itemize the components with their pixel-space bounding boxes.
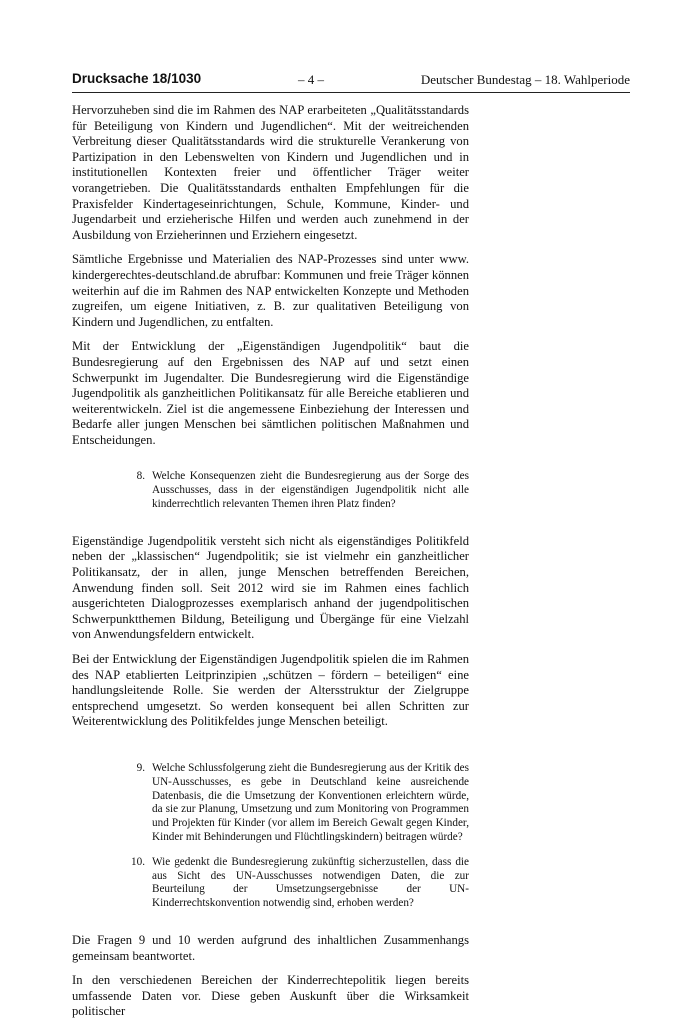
institution-name: Deutscher Bundestag – 18. Wahlperiode (420, 72, 630, 87)
paragraph-nap-ergebnisse: Sämtliche Ergebnisse und Materialien des NAP-Prozesses sind unter www. kindergerechtes-deutschland.de abrufbar: Kommunen und freie Träger können weiterhin auf die im Rahmen des NAP entwickelten Konzepte und Methoden zugreifen, um eigene Initiativen, z. B. zur qualitativen Beteiligung von Kindern und Jugendlichen, zu entfalten. (72, 252, 469, 329)
paragraph-kinderrechtepolitik-daten: In den verschiedenen Bereichen der Kinderrechtepolitik liegen bereits umfassende Daten vor. Diese geben Auskunft über die Wirksamkeit politischer (72, 973, 469, 1019)
paragraph-eigenstaendige-jugendpolitik: Mit der Entwicklung der „Eigenständigen Jugendpolitik“ baut die Bundesregierung auf den Ergebnissen des NAP auf und setzt einen Schwerpunkt im Jugendalter. Die Bundesregierung wird die Eigenständige Jugendpolitik als ganzheitlichen Politikansatz für alle Bereiche etablieren und weiterentwickeln. Ziel ist die angemessene Einbeziehung der Interessen und Bedarfe aller jungen Menschen bei sämtlichen politischen Maßnahmen und Entscheidungen. (72, 339, 469, 447)
paragraph-qualitaetsstandards: Hervorzuheben sind die im Rahmen des NAP erarbeiteten „Qualitätsstandards für Beteiligung von Kindern und Jugendlichen“. Mit der weitreichenden Verbreitung dieser Qualitätsstandards wird die strukturelle Verankerung von Partizipation in den Lebenswelten von Kindern und Jugendlichen und in institutionellen Kontexten freier und öffentlicher Träger weiter vorangetrieben. Die Qualitätsstandards enthalten Empfehlungen für die Praxisfelder Kindertageseinrichtungen, Schule, Kommune, Kinder- und Jugendarbeit und erzieherische Hilfen und werden auch zunehmend in der Ausbildung von Erzieherinnen und Erziehern eingesetzt. (72, 103, 469, 242)
question-8 (120, 470, 469, 511)
paragraph-fragen-9-10: Die Fragen 9 und 10 werden aufgrund des inhaltlichen Zusammenhangs gemeinsam beantwortet. (72, 932, 469, 963)
paragraph-leitprinzipien: Bei der Entwicklung der Eigenständigen Jugendpolitik spielen die im Rahmen des NAP etablierten Leitprinzipien „schützen – fördern – beteiligen“ eine handlungsleitende Rolle. Sie werden der Altersstruktur der Zielgruppe entsprechend umgesetzt. So werden konsequent bei allen Schritten zur Weiterentwicklung des Politikfeldes junge Menschen beteiligt. (72, 652, 469, 729)
question-number: 9. (136, 761, 145, 774)
question-text: Wie gedenkt die Bundesregierung zukünftig sicherzustellen, dass die aus Sicht des UN-Ausschusses notwendigen Daten, die zur Beurteilung der Umsetzungsergebnisse der UN-Kinderrechtskonvention notwendig sind, erhoben werden? (152, 855, 469, 910)
question-number: 8. (136, 470, 145, 483)
document-number-value: 1030 (171, 71, 202, 86)
paragraph-jugendpolitik-politikfeld: Eigenständige Jugendpolitik versteht sich nicht als eigenständiges Politikfeld neben der „klassischen“ Jugendpolitik; sie ist vielmehr ein ganzheitlicher Politikansatz, der in allen, junge Menschen betreffenden Bereichen, Anwendung finden soll. Seit 2012 wird sie im Rahmen eines fachlich ausgerichteten Dialogprozesses exemplarisch anhand der jugendpolitischen Schwerpunktthemen Bildung, Beteiligung und Übergänge für eine Vielzahl von Anwendungsfeldern entwickelt. (72, 533, 469, 642)
document-body (72, 103, 469, 1029)
question-text: Welche Konsequenzen zieht die Bundesregierung aus der Sorge des Ausschusses, dass in der eigenständigen Jugendpolitik nicht alle kinderrechtlich relevanten Themen ihren Platz finden? (152, 470, 469, 511)
page-header (72, 70, 630, 93)
question-number: 10. (131, 855, 145, 868)
question-10 (120, 856, 469, 911)
question-9 (120, 762, 469, 845)
document-label: Drucksache 18/ (72, 71, 172, 86)
page-number: – 4 – (298, 72, 324, 87)
question-text: Welche Schlussfolgerung zieht die Bundesregierung aus der Kritik des UN-Ausschusses, es gebe in Deutschland keine ausreichende Datenbasis, die die Umsetzung der Konventionen erleichtern würde, da sie zur Planung, Umsetzung und zum Monitoring von Programmen und Projekten für Kinder (vor allem im Bereich Gewalt gegen Kinder, Kinder mit Behinderungen und Flüchtlingskindern) beitragen würde? (152, 761, 469, 843)
